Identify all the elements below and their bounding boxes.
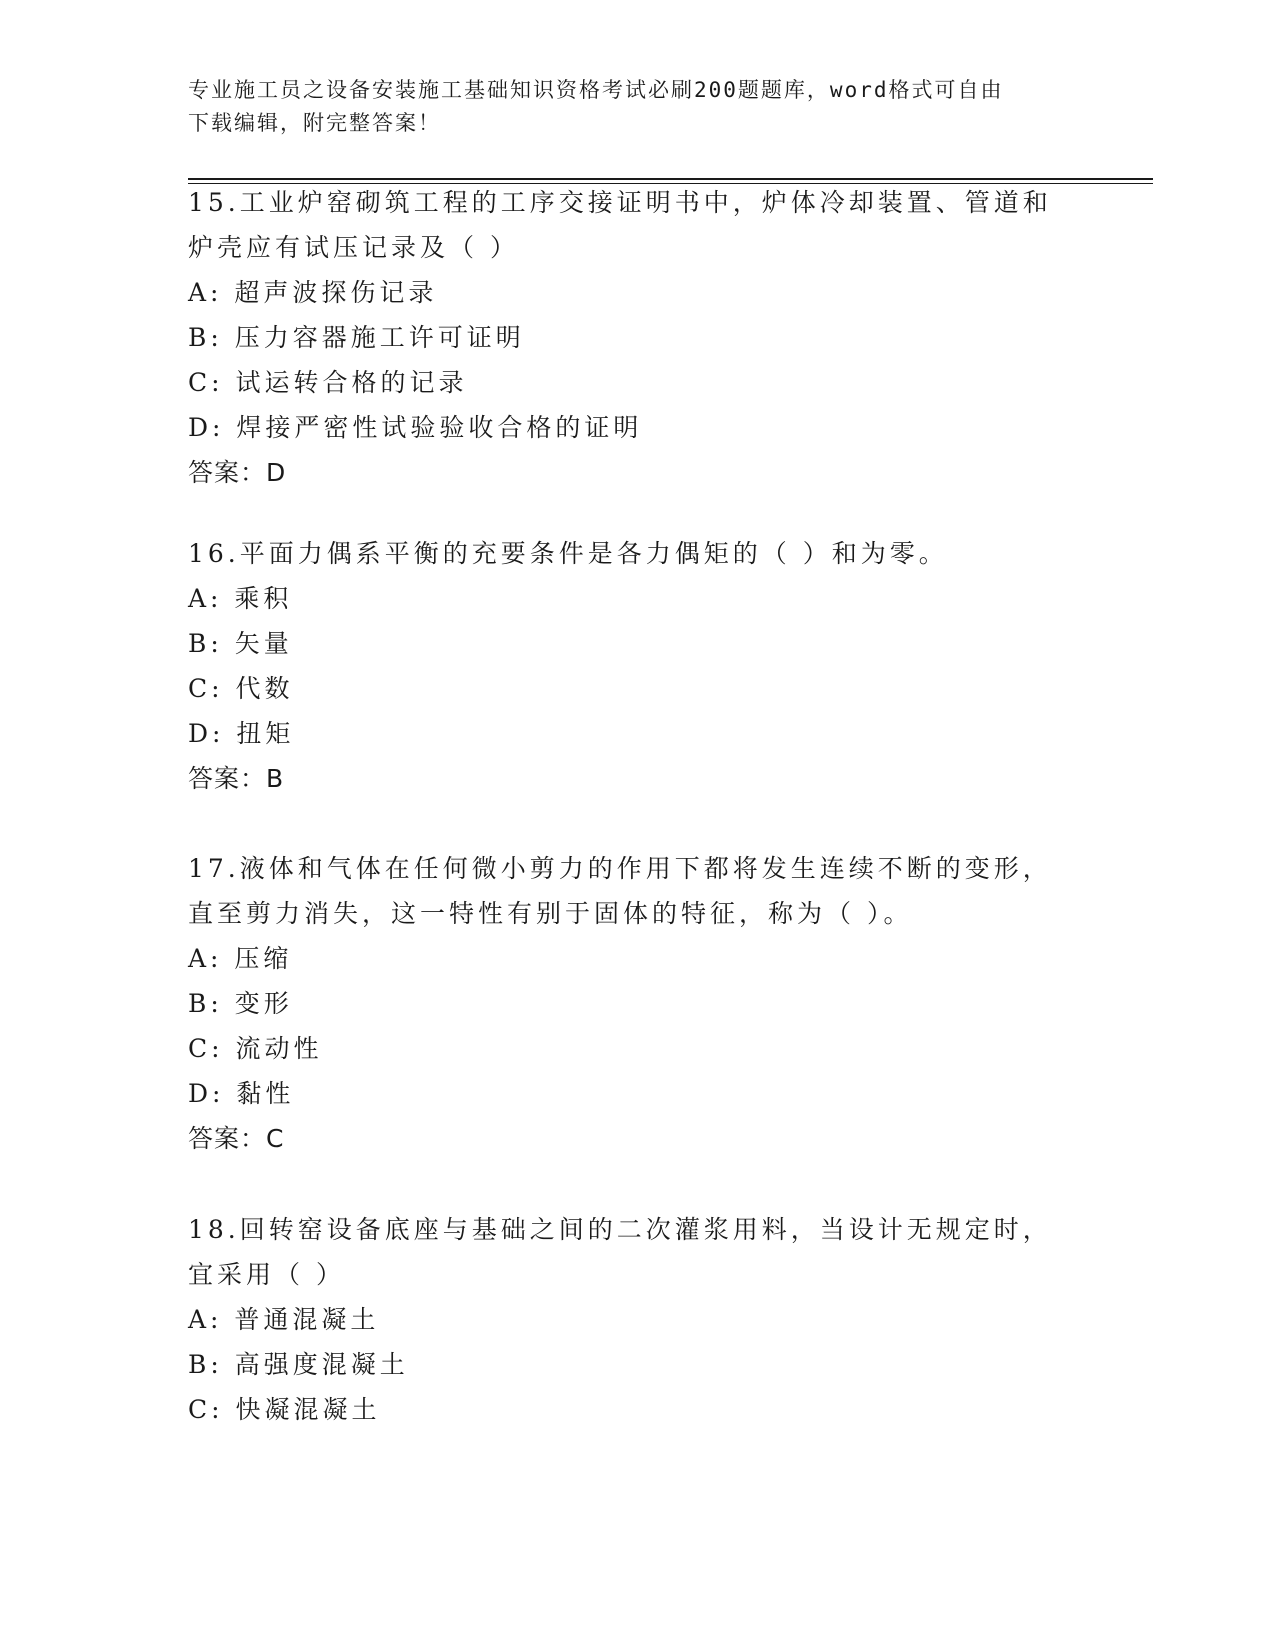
question-text: 18.回转窑设备底座与基础之间的二次灌浆用料，当设计无规定时，宜采用（ ） (188, 1215, 1052, 1289)
option-b: B: 高强度混凝土 (188, 1350, 409, 1379)
question-text: 15.工业炉窑砌筑工程的工序交接证明书中，炉体冷却装置、管道和炉壳应有试压记录及（ ） (188, 188, 1052, 262)
question-15 (188, 180, 1068, 495)
option-c: C: 试运转合格的记录 (188, 368, 468, 397)
question-text: 16.平面力偶系平衡的充要条件是各力偶矩的（ ）和为零。 (188, 539, 948, 568)
option-d: D: 黏性 (188, 1079, 295, 1108)
answer: 答案：C (188, 1124, 285, 1153)
answer: 答案：D (188, 458, 287, 487)
option-b: B: 压力容器施工许可证明 (188, 323, 525, 352)
header-line-1: 专业施工员之设备安装施工基础知识资格考试必刷200题题库，word格式可自由 (188, 78, 1004, 102)
document-header (188, 74, 1068, 140)
option-c: C: 流动性 (188, 1034, 323, 1063)
option-c: C: 快凝混凝土 (188, 1395, 381, 1424)
option-a: A: 超声波探伤记录 (188, 278, 438, 307)
question-16 (188, 531, 1068, 801)
option-a: A: 压缩 (188, 944, 293, 973)
question-text: 17.液体和气体在任何微小剪力的作用下都将发生连续不断的变形，直至剪力消失，这一特性有别于固体的特征，称为（ ）。 (188, 854, 1052, 928)
option-d: D: 焊接严密性试验验收合格的证明 (188, 413, 643, 442)
question-18 (188, 1207, 1068, 1432)
option-c: C: 代数 (188, 674, 294, 703)
header-line-2: 下载编辑，附完整答案！ (188, 111, 441, 135)
option-b: B: 变形 (188, 989, 293, 1018)
option-a: A: 乘积 (188, 584, 293, 613)
option-b: B: 矢量 (188, 629, 293, 658)
question-17 (188, 846, 1068, 1161)
answer: 答案：B (188, 764, 285, 793)
option-d: D: 扭矩 (188, 719, 295, 748)
option-a: A: 普通混凝土 (188, 1305, 380, 1334)
